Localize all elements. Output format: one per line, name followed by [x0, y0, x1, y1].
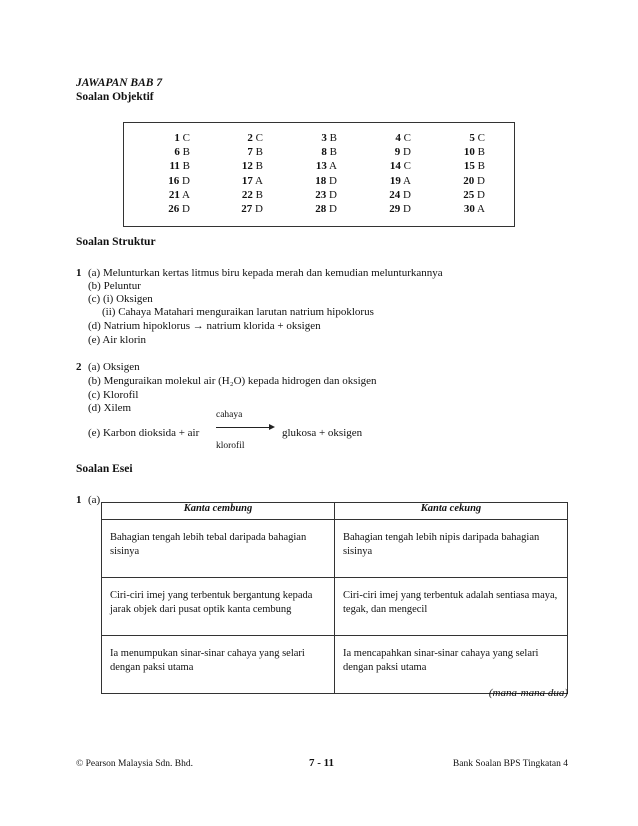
- section-heading-essay: Soalan Esei: [76, 463, 133, 475]
- table-row: [102, 578, 568, 636]
- answer-letter: D: [477, 188, 485, 201]
- question-number: 2: [247, 132, 253, 144]
- table-cell: Bahagian tengah lebih tebal daripada bahagian sisinya: [102, 520, 335, 578]
- answer-letter: A: [255, 174, 263, 187]
- reaction-arrow-icon: [216, 427, 270, 428]
- answer-2d: (d) Xilem: [88, 402, 132, 414]
- answer-2a: (a) Oksigen: [88, 361, 140, 373]
- answer-letter: B: [329, 132, 337, 144]
- question-number: 2: [76, 361, 82, 373]
- answer-1c-i: (c) (i) Oksigen: [88, 293, 153, 305]
- table-cell: Ciri-ciri imej yang terbentuk adalah sentiasa maya, tegak, dan mengecil: [335, 578, 568, 636]
- question-number: 12: [241, 160, 253, 173]
- objective-answer: [203, 131, 263, 145]
- table-row: [102, 520, 568, 578]
- question-number: 1: [76, 267, 82, 279]
- objective-answer: [203, 188, 263, 202]
- objective-answer: [351, 202, 411, 216]
- question-number: 17: [241, 174, 253, 187]
- objective-answer: [130, 188, 190, 202]
- objective-answer: [277, 159, 337, 173]
- objective-answer: [277, 174, 337, 188]
- answer-2e-reactants: (e) Karbon dioksida + air: [88, 427, 200, 439]
- question-number: 4: [395, 132, 401, 144]
- objective-answer: [130, 131, 190, 145]
- question-number: 5: [469, 132, 475, 144]
- page-number: 7 - 11: [309, 757, 335, 769]
- essay-question-part: (a): [88, 494, 101, 506]
- answer-2b: (b) Menguraikan molekul air (H₂O) kepada hidrogen dan oksigen: [88, 375, 377, 387]
- answer-letter: C: [403, 132, 411, 144]
- question-number: 14: [389, 160, 401, 173]
- question-number: 7: [247, 146, 253, 159]
- answer-letter: D: [329, 174, 337, 187]
- reaction-condition-above: cahaya: [216, 410, 243, 420]
- answer-letter: D: [403, 203, 411, 215]
- answer-letter: B: [255, 146, 263, 159]
- question-number: 19: [389, 174, 401, 187]
- objective-answer: [351, 174, 411, 188]
- answer-1c-ii: (ii) Cahaya Matahari menguraikan larutan natrium hipoklorus: [102, 306, 374, 318]
- lens-comparison-table: [101, 502, 568, 694]
- answer-letter: B: [255, 160, 263, 173]
- question-number: 23: [315, 188, 327, 201]
- table-cell: Ciri-ciri imej yang terbentuk bergantung kepada jarak objek dari pusat optik kanta cembung: [102, 578, 335, 636]
- table-cell: Bahagian tengah lebih nipis daripada bahagian sisinya: [335, 520, 568, 578]
- objective-answer: [425, 159, 485, 173]
- answer-2c: (c) Klorofil: [88, 389, 139, 401]
- objective-answer: [425, 188, 485, 202]
- answer-letter: B: [255, 188, 263, 201]
- answer-1a: (a) Melunturkan kertas litmus biru kepada merah dan kemudian melunturkannya: [88, 267, 443, 279]
- answer-letter: D: [255, 203, 263, 215]
- reaction-condition-below: klorofil: [216, 441, 245, 451]
- answer-letter: C: [477, 132, 485, 144]
- objective-answer: [425, 174, 485, 188]
- question-number: 20: [463, 174, 475, 187]
- question-number: 13: [315, 160, 327, 173]
- question-number: 21: [168, 188, 180, 201]
- answer-letter: C: [255, 132, 263, 144]
- footer-copyright: © Pearson Malaysia Sdn. Bhd.: [76, 759, 193, 769]
- objective-answer: [130, 202, 190, 216]
- table-header-row: [102, 503, 568, 520]
- objective-answer-box: [123, 122, 515, 227]
- question-number: 30: [463, 203, 475, 215]
- structure-question-2: [76, 361, 576, 451]
- objective-answer: [277, 202, 337, 216]
- question-number: 25: [463, 188, 475, 201]
- objective-answer: [277, 188, 337, 202]
- question-number: 15: [463, 160, 475, 173]
- question-number: 28: [315, 203, 327, 215]
- question-number: 26: [168, 203, 180, 215]
- question-number: 3: [321, 132, 327, 144]
- answer-1b: (b) Peluntur: [88, 280, 141, 292]
- objective-answer: [130, 159, 190, 173]
- objective-answer: [130, 145, 190, 159]
- page-title: JAWAPAN BAB 7: [76, 77, 163, 89]
- objective-answer: [425, 202, 485, 216]
- question-number: 27: [241, 203, 253, 215]
- answer-letter: D: [329, 188, 337, 201]
- objective-answer: [203, 145, 263, 159]
- table-row: [102, 636, 568, 694]
- answer-letter: D: [477, 174, 485, 187]
- question-number: 22: [241, 188, 253, 201]
- objective-answer: [277, 145, 337, 159]
- question-number: 9: [394, 146, 401, 159]
- answer-letter: B: [329, 146, 337, 159]
- objective-answer: [277, 131, 337, 145]
- column-header-concave: Kanta cekung: [335, 503, 568, 520]
- answer-letter: A: [477, 203, 485, 215]
- answer-letter: D: [403, 188, 411, 201]
- objective-answer: [203, 159, 263, 173]
- answer-letter: B: [477, 160, 485, 173]
- question-number: 29: [389, 203, 401, 215]
- answer-1d: (d) Natrium hipoklorus → natrium klorida + oksigen: [88, 320, 321, 332]
- answer-2e-products: glukosa + oksigen: [282, 427, 363, 439]
- objective-answer: [130, 174, 190, 188]
- answer-letter: A: [182, 188, 190, 201]
- structure-question-1: [76, 267, 576, 357]
- answer-letter: A: [403, 174, 411, 187]
- question-number: 18: [315, 174, 327, 187]
- answer-letter: B: [182, 160, 190, 173]
- answer-letter: D: [403, 146, 411, 159]
- objective-answer: [351, 188, 411, 202]
- objective-answer: [351, 131, 411, 145]
- answer-1e: (e) Air klorin: [88, 334, 147, 346]
- question-number: 16: [168, 174, 180, 187]
- column-header-convex: Kanta cembung: [102, 503, 335, 520]
- table-cell: Ia mencapahkan sinar-sinar cahaya yang selari dengan paksi utama: [335, 636, 568, 694]
- question-number: 6: [174, 146, 180, 159]
- answer-letter: C: [182, 132, 190, 144]
- table-cell: Ia menumpukan sinar-sinar cahaya yang selari dengan paksi utama: [102, 636, 335, 694]
- answer-letter: B: [182, 146, 190, 159]
- question-number: 11: [169, 160, 180, 173]
- objective-answer: [203, 202, 263, 216]
- question-number: 24: [389, 188, 401, 201]
- essay-question-number: 1: [76, 494, 82, 506]
- objective-answer: [425, 131, 485, 145]
- answer-letter: B: [477, 146, 485, 159]
- footer-book-title: Bank Soalan BPS Tingkatan 4: [452, 759, 568, 769]
- section-heading-objective: Soalan Objektif: [76, 91, 154, 103]
- question-number: 1: [174, 132, 180, 144]
- arrow-head-icon: [269, 424, 275, 430]
- table-note: (mana-mana dua): [488, 687, 568, 699]
- answer-letter: A: [329, 160, 337, 173]
- answer-letter: D: [182, 174, 190, 187]
- answer-letter: C: [403, 160, 411, 173]
- objective-answer: [425, 145, 485, 159]
- question-number: 8: [321, 146, 327, 159]
- objective-answer: [203, 174, 263, 188]
- objective-answer: [351, 145, 411, 159]
- section-heading-structure: Soalan Struktur: [76, 236, 156, 248]
- answer-letter: D: [182, 203, 190, 215]
- answer-letter: D: [329, 203, 337, 215]
- question-number: 10: [463, 146, 475, 159]
- objective-answer: [351, 159, 411, 173]
